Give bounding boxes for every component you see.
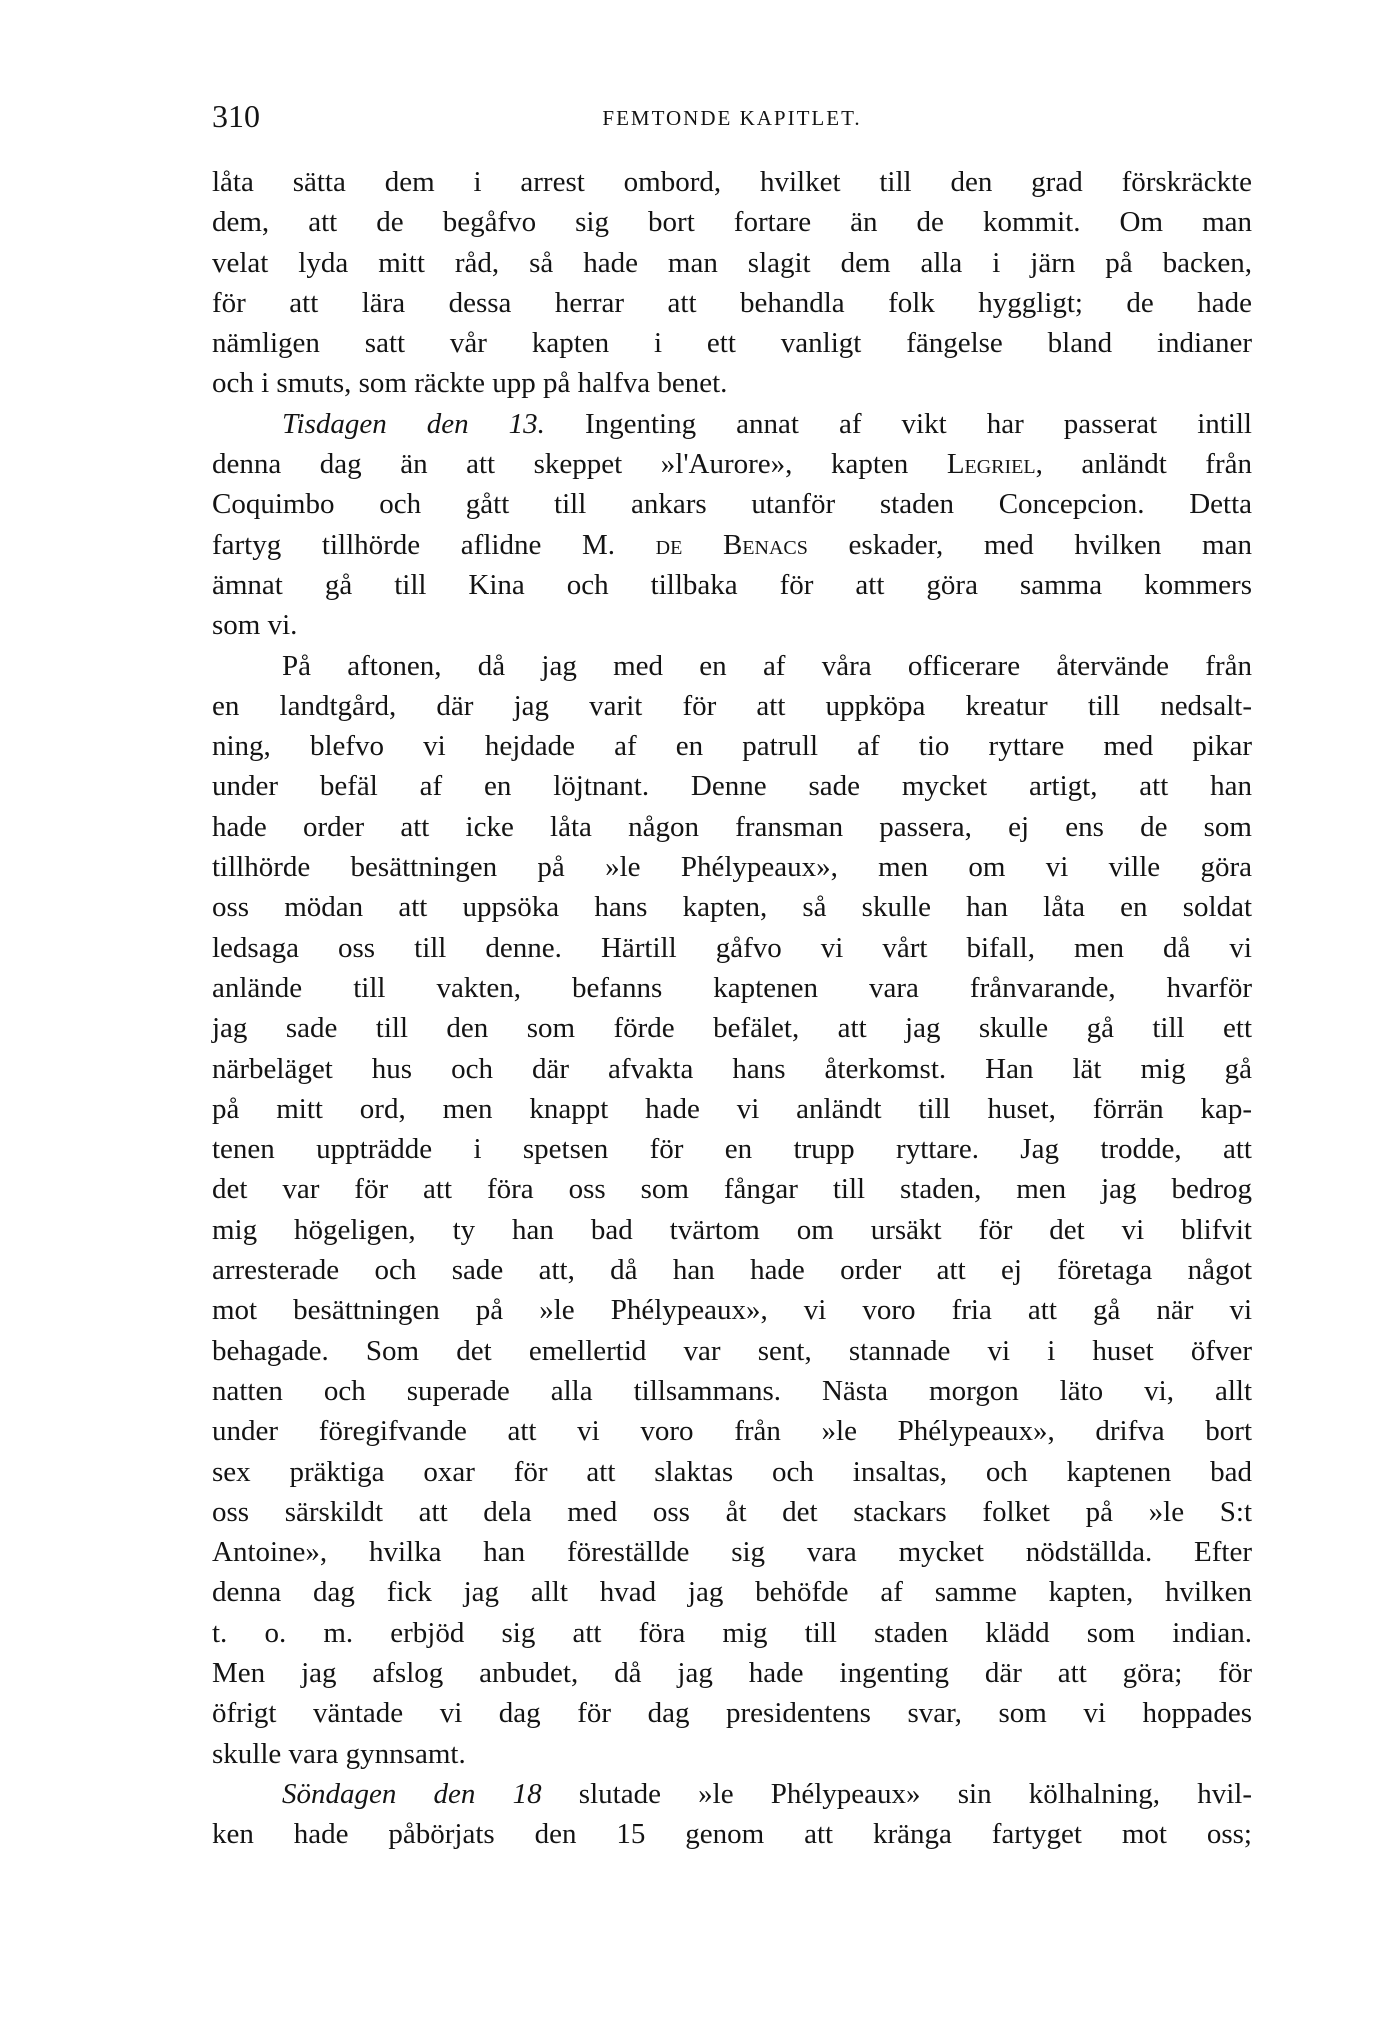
text-line: ledsaga oss till denne. Härtill gåfvo vi vårt bifall, men då vi — [212, 931, 1252, 964]
text-line: ämnat gå till Kina och tillbaka för att göra samma kommers — [212, 568, 1252, 601]
text-line: natten och superade alla tillsammans. Nästa morgon läto vi, allt — [212, 1374, 1252, 1407]
text-line: t. o. m. erbjöd sig att föra mig till staden klädd som indian. — [212, 1616, 1252, 1649]
text-line: oss mödan att uppsöka hans kapten, så skulle han låta en soldat — [212, 891, 1252, 924]
date-heading: Tisdagen den 13. — [282, 407, 545, 440]
text-line: på mitt ord, men knappt hade vi anländt till huset, förrän kap- — [212, 1092, 1252, 1125]
text-line: ning, blefvo vi hejdade af en patrull af tio ryttare med pikar — [212, 730, 1252, 763]
text-line: låta sätta dem i arrest ombord, hvilket till den grad förskräckte — [212, 166, 1252, 198]
text-line: På aftonen, då jag med en af våra officerare återvände från — [282, 649, 1252, 682]
text-line: tenen uppträdde i spetsen för en trupp ryttare. Jag trodde, att — [212, 1133, 1252, 1166]
text-fragment: , anländt från — [1035, 448, 1252, 481]
text-line: jag sade till den som förde befälet, att jag skulle gå till ett — [212, 1012, 1252, 1045]
page-header — [212, 98, 1252, 138]
person-name: Legriel — [946, 448, 1036, 481]
text-fragment: denna dag än att skeppet »l'Aurore», kapten — [212, 448, 947, 481]
text-line: Antoine», hvilka han föreställde sig vara mycket nödställda. Efter — [212, 1536, 1252, 1569]
text-line: sex präktiga oxar för att slaktas och insaltas, och kaptenen bad — [212, 1455, 1252, 1488]
text-line: för att lära dessa herrar att behandla folk hyggligt; de hade — [212, 286, 1252, 319]
text-line — [212, 444, 1252, 484]
text-line: Coquimbo och gått till ankars utanför staden Concepcion. Detta — [212, 488, 1252, 521]
text-line: det var för att föra oss som fångar till staden, men jag bedrog — [212, 1173, 1252, 1206]
text-fragment: slutade »le Phélypeaux» sin kölhalning, hvil- — [541, 1777, 1253, 1810]
text-line: en landtgård, där jag varit för att uppköpa kreatur till nedsalt- — [212, 689, 1252, 722]
text-line: velat lyda mitt råd, så hade man slagit dem alla i järn på backen, — [212, 246, 1252, 279]
text-line — [212, 1774, 1252, 1814]
text-line: under föregifvande att vi voro från »le Phélypeaux», drifva bort — [212, 1415, 1252, 1448]
text-line: under befäl af en löjtnant. Denne sade mycket artigt, att han — [212, 770, 1252, 803]
text-line: mot besättningen på »le Phélypeaux», vi voro fria att gå när vi — [212, 1294, 1252, 1327]
date-heading: Söndagen den 18 — [282, 1777, 542, 1810]
text-line — [212, 525, 1252, 565]
text-line: anlände till vakten, befanns kaptenen vara frånvarande, hvarför — [212, 971, 1252, 1004]
text-line: hade order att icke låta någon fransman passera, ej ens de som — [212, 810, 1252, 843]
running-head: FEMTONDE KAPITLET. — [602, 106, 862, 130]
text-line: oss särskildt att dela med oss åt det stackars folket på »le S:t — [212, 1495, 1252, 1528]
text-line: tillhörde besättningen på »le Phélypeaux», men om vi ville göra — [212, 851, 1252, 884]
text-line: behagade. Som det emellertid var sent, stannade vi i huset öfver — [212, 1334, 1252, 1367]
text-line: som vi. — [212, 609, 298, 642]
page-number: 310 — [212, 98, 260, 134]
text-fragment: eskader, med hvilken man — [807, 528, 1252, 561]
text-line: ken hade påbörjats den 15 genom att kränga fartyget mot oss; — [212, 1818, 1252, 1851]
text-line: nämligen satt vår kapten i ett vanligt fängelse bland indianer — [212, 327, 1252, 360]
text-line: Men jag afslog anbudet, då jag hade ingenting där att göra; för — [212, 1656, 1252, 1689]
text-fragment: Ingenting annat af vikt har passerat intill — [544, 407, 1252, 440]
body-text — [212, 162, 1252, 1854]
text-line: skulle vara gynnsamt. — [212, 1737, 466, 1770]
text-line: arresterade och sade att, då han hade order att ej företaga något — [212, 1254, 1252, 1287]
text-line: och i smuts, som räckte upp på halfva benet. — [212, 367, 728, 400]
text-line: mig högeligen, ty han bad tvärtom om ursäkt för det vi blifvit — [212, 1213, 1252, 1246]
text-line — [212, 404, 1252, 444]
text-fragment: fartyg tillhörde aflidne M. — [212, 528, 656, 561]
text-line: närbeläget hus och där afvakta hans återkomst. Han lät mig gå — [212, 1052, 1252, 1085]
text-line: denna dag fick jag allt hvad jag behöfde af samme kapten, hvilken — [212, 1576, 1252, 1609]
person-name: de Benacs — [655, 528, 808, 561]
text-line: öfrigt väntade vi dag för dag presidentens svar, som vi hoppades — [212, 1697, 1252, 1730]
text-line: dem, att de begåfvo sig bort fortare än de kommit. Om man — [212, 206, 1252, 239]
